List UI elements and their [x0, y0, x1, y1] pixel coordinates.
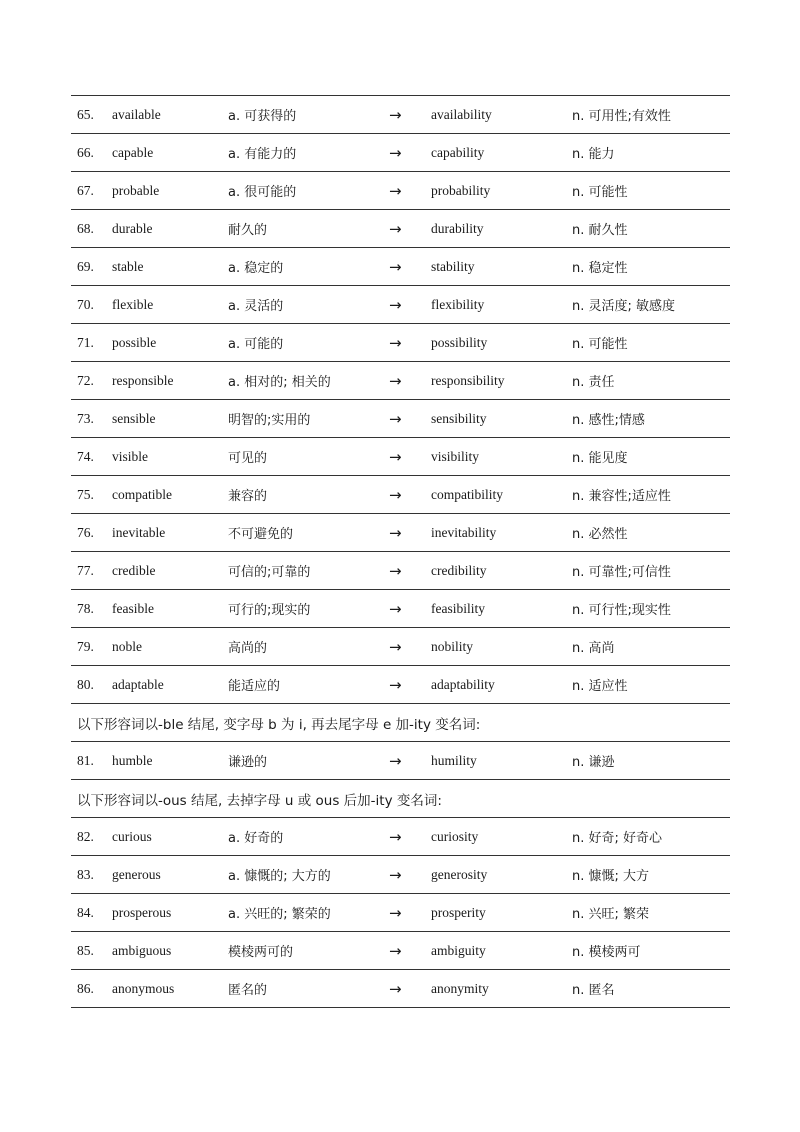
- noun-word: ambiguity: [431, 942, 486, 958]
- entry-number: 80.: [77, 676, 94, 692]
- adjective-word: ambiguous: [112, 942, 172, 958]
- adjective-meaning: a. 有能力的: [228, 147, 297, 162]
- noun-meaning: n. 灵活度; 敏感度: [572, 299, 676, 314]
- entry-number: 76.: [77, 524, 94, 540]
- noun-word: visibility: [431, 448, 480, 464]
- adjective-meaning: 谦逊的: [228, 755, 268, 770]
- noun-meaning: n. 好奇; 好奇心: [572, 831, 663, 846]
- right-arrow-icon: →: [389, 751, 402, 770]
- table-row: [71, 286, 730, 324]
- noun-word: responsibility: [431, 372, 505, 388]
- entry-number: 81.: [77, 752, 94, 768]
- adjective-word: compatible: [112, 486, 172, 502]
- noun-word: flexibility: [431, 296, 485, 312]
- adjective-word: noble: [112, 638, 142, 654]
- adjective-word: humble: [112, 752, 153, 768]
- right-arrow-icon: →: [389, 561, 402, 580]
- table-row: [71, 362, 730, 400]
- noun-word: prosperity: [431, 904, 486, 920]
- right-arrow-icon: →: [389, 219, 402, 238]
- noun-word: anonymity: [431, 980, 489, 996]
- entry-number: 73.: [77, 410, 94, 426]
- table-row: [71, 932, 730, 970]
- noun-word: inevitability: [431, 524, 497, 540]
- table-row: [71, 134, 730, 172]
- adjective-word: durable: [112, 220, 153, 236]
- adjective-meaning: 可行的;现实的: [228, 603, 311, 618]
- noun-meaning: n. 可能性: [572, 337, 628, 352]
- adjective-word: curious: [112, 828, 152, 844]
- table-row: [71, 248, 730, 286]
- noun-word: sensibility: [431, 410, 487, 426]
- noun-meaning: n. 必然性: [572, 527, 628, 542]
- noun-meaning: n. 可用性;有效性: [572, 109, 671, 124]
- table-row: [71, 476, 730, 514]
- adjective-meaning: 明智的;实用的: [228, 413, 311, 428]
- adjective-meaning: a. 可获得的: [228, 109, 297, 124]
- noun-word: nobility: [431, 638, 474, 654]
- table-row: [71, 894, 730, 932]
- right-arrow-icon: →: [389, 181, 402, 200]
- table-row: [71, 552, 730, 590]
- adjective-word: generous: [112, 866, 161, 882]
- vocabulary-table: [71, 95, 730, 1008]
- adjective-meaning: a. 很可能的: [228, 185, 297, 200]
- entry-number: 74.: [77, 448, 94, 464]
- adjective-word: adaptable: [112, 676, 164, 692]
- table-row: [71, 742, 730, 780]
- adjective-word: stable: [112, 258, 144, 274]
- adjective-word: anonymous: [112, 980, 175, 996]
- right-arrow-icon: →: [389, 599, 402, 618]
- table-row: [71, 970, 730, 1008]
- noun-meaning: n. 兼容性;适应性: [572, 489, 671, 504]
- table-row: [71, 514, 730, 552]
- right-arrow-icon: →: [389, 485, 402, 504]
- table-row: [71, 400, 730, 438]
- section-note-ble: 以下形容词以-ble 结尾, 变字母 b 为 i, 再去尾字母 e 加-ity 变名词:: [71, 704, 730, 742]
- noun-meaning: n. 适应性: [572, 679, 628, 694]
- adjective-meaning: 高尚的: [228, 641, 268, 656]
- adjective-meaning: a. 相对的; 相关的: [228, 375, 331, 390]
- adjective-word: possible: [112, 334, 157, 350]
- table-row: [71, 210, 730, 248]
- noun-meaning: n. 模棱两可: [572, 945, 641, 960]
- noun-meaning: n. 耐久性: [572, 223, 628, 238]
- noun-word: credibility: [431, 562, 487, 578]
- noun-word: durability: [431, 220, 484, 236]
- noun-meaning: n. 慷慨; 大方: [572, 869, 650, 884]
- adjective-meaning: a. 慷慨的; 大方的: [228, 869, 331, 884]
- adjective-meaning: a. 好奇的: [228, 831, 284, 846]
- table-row: [71, 628, 730, 666]
- noun-word: probability: [431, 182, 491, 198]
- table-row: [71, 172, 730, 210]
- word-list-ble: [71, 96, 730, 704]
- adjective-meaning: 兼容的: [228, 489, 268, 504]
- table-row: [71, 856, 730, 894]
- table-row: [71, 96, 730, 134]
- table-row: [71, 818, 730, 856]
- section-note-ous: 以下形容词以-ous 结尾, 去掉字母 u 或 ous 后加-ity 变名词:: [71, 780, 730, 818]
- right-arrow-icon: →: [389, 675, 402, 694]
- entry-number: 83.: [77, 866, 94, 882]
- noun-meaning: n. 兴旺; 繁荣: [572, 907, 650, 922]
- entry-number: 86.: [77, 980, 94, 996]
- noun-word: stability: [431, 258, 475, 274]
- entry-number: 70.: [77, 296, 94, 312]
- adjective-word: available: [112, 106, 161, 122]
- adjective-word: visible: [112, 448, 148, 464]
- right-arrow-icon: →: [389, 447, 402, 466]
- table-row: [71, 590, 730, 628]
- adjective-word: prosperous: [112, 904, 172, 920]
- table-row: [71, 666, 730, 704]
- noun-word: generosity: [431, 866, 488, 882]
- right-arrow-icon: →: [389, 941, 402, 960]
- entry-number: 72.: [77, 372, 94, 388]
- adjective-meaning: 可见的: [228, 451, 268, 466]
- entry-number: 66.: [77, 144, 94, 160]
- entry-number: 77.: [77, 562, 94, 578]
- word-list-ous: [71, 818, 730, 1008]
- adjective-meaning: a. 灵活的: [228, 299, 284, 314]
- noun-meaning: n. 感性;情感: [572, 413, 645, 428]
- table-row: [71, 438, 730, 476]
- adjective-meaning: 能适应的: [228, 679, 281, 694]
- noun-meaning: n. 高尚: [572, 641, 615, 656]
- noun-word: availability: [431, 106, 492, 122]
- noun-meaning: n. 责任: [572, 375, 615, 390]
- adjective-meaning: 不可避免的: [228, 527, 294, 542]
- word-list-ble-b-to-i: [71, 742, 730, 780]
- table-row: [71, 324, 730, 362]
- noun-word: compatibility: [431, 486, 503, 502]
- entry-number: 79.: [77, 638, 94, 654]
- right-arrow-icon: →: [389, 979, 402, 998]
- adjective-meaning: a. 稳定的: [228, 261, 284, 276]
- noun-word: feasibility: [431, 600, 485, 616]
- right-arrow-icon: →: [389, 637, 402, 656]
- adjective-meaning: 模棱两可的: [228, 945, 294, 960]
- entry-number: 84.: [77, 904, 94, 920]
- adjective-meaning: a. 兴旺的; 繁荣的: [228, 907, 331, 922]
- noun-word: adaptability: [431, 676, 495, 692]
- right-arrow-icon: →: [389, 409, 402, 428]
- noun-meaning: n. 稳定性: [572, 261, 628, 276]
- entry-number: 75.: [77, 486, 94, 502]
- noun-word: curiosity: [431, 828, 479, 844]
- noun-meaning: n. 能见度: [572, 451, 628, 466]
- right-arrow-icon: →: [389, 827, 402, 846]
- noun-word: humility: [431, 752, 477, 768]
- noun-word: possibility: [431, 334, 488, 350]
- right-arrow-icon: →: [389, 371, 402, 390]
- adjective-word: inevitable: [112, 524, 166, 540]
- right-arrow-icon: →: [389, 333, 402, 352]
- entry-number: 69.: [77, 258, 94, 274]
- noun-meaning: n. 匿名: [572, 983, 615, 998]
- noun-word: capability: [431, 144, 485, 160]
- adjective-meaning: 可信的;可靠的: [228, 565, 311, 580]
- adjective-word: sensible: [112, 410, 156, 426]
- adjective-word: flexible: [112, 296, 154, 312]
- entry-number: 68.: [77, 220, 94, 236]
- right-arrow-icon: →: [389, 523, 402, 542]
- right-arrow-icon: →: [389, 865, 402, 884]
- entry-number: 67.: [77, 182, 94, 198]
- adjective-word: probable: [112, 182, 160, 198]
- right-arrow-icon: →: [389, 295, 402, 314]
- adjective-meaning: 匿名的: [228, 983, 268, 998]
- right-arrow-icon: →: [389, 257, 402, 276]
- right-arrow-icon: →: [389, 903, 402, 922]
- noun-meaning: n. 可行性;现实性: [572, 603, 671, 618]
- adjective-word: capable: [112, 144, 154, 160]
- entry-number: 82.: [77, 828, 94, 844]
- adjective-word: responsible: [112, 372, 174, 388]
- noun-meaning: n. 能力: [572, 147, 615, 162]
- noun-meaning: n. 谦逊: [572, 755, 615, 770]
- entry-number: 85.: [77, 942, 94, 958]
- adjective-meaning: 耐久的: [228, 223, 268, 238]
- noun-meaning: n. 可能性: [572, 185, 628, 200]
- entry-number: 65.: [77, 106, 94, 122]
- entry-number: 71.: [77, 334, 94, 350]
- right-arrow-icon: →: [389, 143, 402, 162]
- entry-number: 78.: [77, 600, 94, 616]
- adjective-word: feasible: [112, 600, 154, 616]
- adjective-meaning: a. 可能的: [228, 337, 284, 352]
- right-arrow-icon: →: [389, 105, 402, 124]
- adjective-word: credible: [112, 562, 156, 578]
- noun-meaning: n. 可靠性;可信性: [572, 565, 671, 580]
